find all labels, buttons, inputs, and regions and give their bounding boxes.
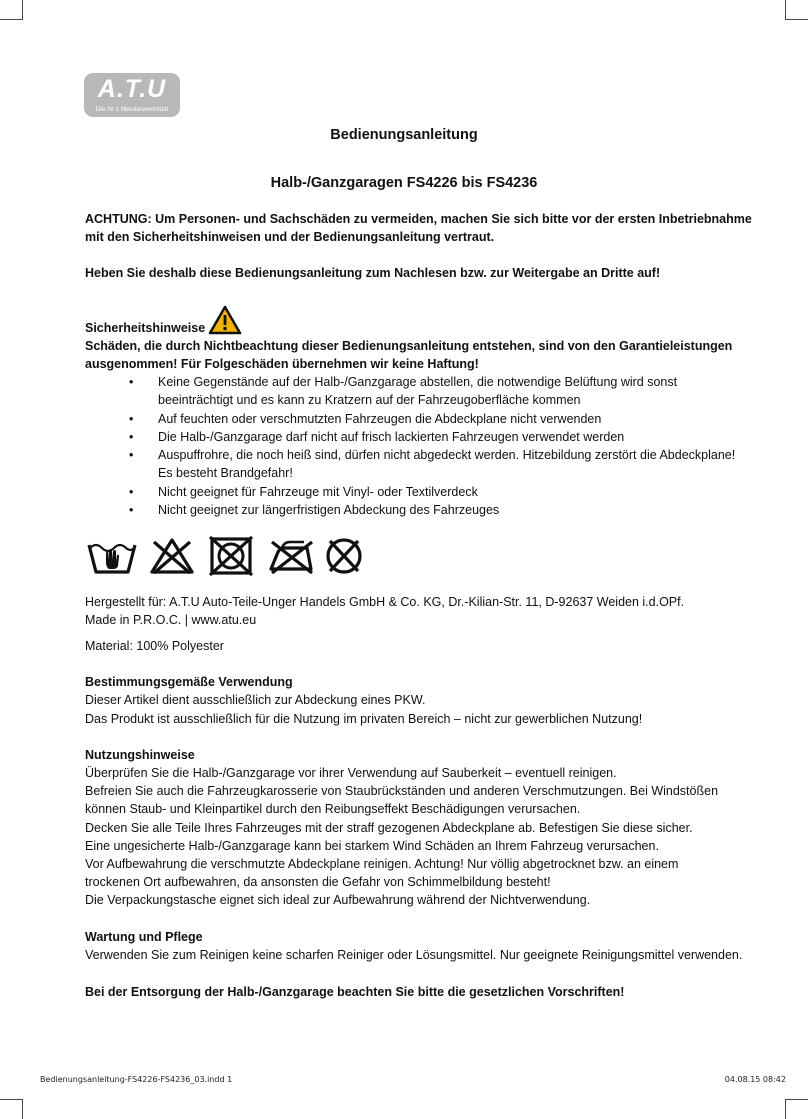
logo-tagline: Die Nr.1 Meisterwerkstatt xyxy=(95,106,169,113)
no-tumble-dry-icon xyxy=(208,536,254,576)
list-item: Nicht geeignet zur längerfristigen Abdeckung des Fahrzeuges xyxy=(158,503,500,517)
notes-line: Eine ungesicherte Halb-/Ganzgarage kann bei starkem Wind Schäden an Ihrem Fahrzeug verursachen. xyxy=(85,839,659,853)
list-item-continuation: beeinträchtigt und es kann zu Kratzern auf der Fahrzeugoberfläche kommen xyxy=(158,393,581,407)
notes-line: können Staub- und Kleinpartikel durch den Reibungseffekt Beschädigungen verursachen. xyxy=(85,802,581,816)
list-item-continuation: Es besteht Brandgefahr! xyxy=(158,466,293,480)
disposal-note: Bei der Entsorgung der Halb-/Ganzgarage beachten Sie bitte die gesetzlichen Vorschriften! xyxy=(85,985,625,999)
maintenance-line: Verwenden Sie zum Reinigen keine scharfen Reiniger oder Lösungsmittel. Nur geeignete Reinigungsmittel verwenden. xyxy=(85,948,743,962)
crop-mark xyxy=(22,0,23,20)
footer-date: 04.08.15 08:42 xyxy=(724,1075,786,1084)
material: Material: 100% Polyester xyxy=(85,639,224,653)
notes-line: Die Verpackungstasche eignet sich ideal zur Aufbewahrung während der Nichtverwendung. xyxy=(85,893,591,907)
crop-mark xyxy=(785,0,786,20)
list-item: Die Halb-/Ganzgarage darf nicht auf frisch lackierten Fahrzeugen verwendet werden xyxy=(158,430,625,444)
list-item: Auspuffrohre, die noch heiß sind, dürfen nicht abgedeckt werden. Hitzebildung zerstört die Abdeckplane! xyxy=(158,448,736,462)
usage-line: Dieser Artikel dient ausschließlich zur Abdeckung eines PKW. xyxy=(85,693,426,707)
crop-mark xyxy=(0,19,22,20)
page-title: Bedienungsanleitung xyxy=(330,127,478,143)
notes-line: Vor Aufbewahrung die verschmutzte Abdeckplane reinigen. Achtung! Nur völlig abgetrocknet bzw. an einem xyxy=(85,857,679,871)
manufacturer-line: Made in P.R.O.C. | www.atu.eu xyxy=(85,613,257,627)
hand-wash-icon xyxy=(86,536,138,576)
bullet-dot: • xyxy=(129,430,134,444)
safety-heading: Sicherheitshinweise xyxy=(85,321,206,335)
no-iron-icon xyxy=(266,536,316,576)
no-dry-clean-icon xyxy=(324,536,364,576)
warning-triangle-icon xyxy=(208,305,242,335)
list-item: Keine Gegenstände auf der Halb-/Ganzgarage abstellen, die notwendige Belüftung wird sonst xyxy=(158,375,678,389)
no-bleach-icon xyxy=(148,536,196,576)
safety-intro: Schäden, die durch Nichtbeachtung dieser Bedienungsanleitung entstehen, sind von den Garantieleistungen xyxy=(85,339,733,353)
keep-note: Heben Sie deshalb diese Bedienungsanleitung zum Nachlesen bzw. zur Weitergabe an Dritte auf! xyxy=(85,266,661,280)
safety-intro: ausgenommen! Für Folgeschäden übernehmen wir keine Haftung! xyxy=(85,357,479,371)
notes-line: trockenen Ort aufbewahren, da ansonsten die Gefahr von Schimmelbildung besteht! xyxy=(85,875,551,889)
bullet-dot: • xyxy=(129,448,134,462)
logo-mark: A.T.U xyxy=(97,75,167,103)
crop-mark xyxy=(786,1099,808,1100)
warning-line: mit den Sicherheitshinweisen und der Bedienungsanleitung vertraut. xyxy=(85,230,495,244)
page-subtitle: Halb-/Ganzgaragen FS4226 bis FS4236 xyxy=(270,175,538,191)
crop-mark xyxy=(0,1099,22,1100)
usage-line: Das Produkt ist ausschließlich für die Nutzung im privaten Bereich – nicht zur gewerblichen Nutzung! xyxy=(85,712,643,726)
list-item: Nicht geeignet für Fahrzeuge mit Vinyl- oder Textilverdeck xyxy=(158,485,478,499)
list-item: Auf feuchten oder verschmutzten Fahrzeugen die Abdeckplane nicht verwenden xyxy=(158,412,602,426)
notes-heading: Nutzungshinweise xyxy=(85,748,195,762)
usage-heading: Bestimmungsgemäße Verwendung xyxy=(85,675,293,689)
atu-logo xyxy=(84,73,180,117)
notes-line: Decken Sie alle Teile Ihres Fahrzeuges mit der straff gezogenen Abdeckplane ab. Befestigen Sie diese sicher. xyxy=(85,821,693,835)
bullet-dot: • xyxy=(129,412,134,426)
footer-file: Bedienungsanleitung-FS4226-FS4236_03.indd 1 xyxy=(40,1075,233,1084)
bullet-dot: • xyxy=(129,503,134,517)
warning-line: ACHTUNG: Um Personen- und Sachschäden zu vermeiden, machen Sie sich bitte vor der ersten Inbetriebnahme xyxy=(85,212,752,226)
crop-mark xyxy=(786,19,808,20)
notes-line: Überprüfen Sie die Halb-/Ganzgarage vor ihrer Verwendung auf Sauberkeit – eventuell reinigen. xyxy=(85,766,617,780)
notes-line: Befreien Sie auch die Fahrzeugkarosserie von Staubrückständen und anderen Verschmutzungen. Bei Windstößen xyxy=(85,784,719,798)
crop-mark xyxy=(785,1099,786,1119)
bullet-dot: • xyxy=(129,375,134,389)
crop-mark xyxy=(22,1099,23,1119)
maintenance-heading: Wartung und Pflege xyxy=(85,930,203,944)
bullet-dot: • xyxy=(129,485,134,499)
manufacturer-line: Hergestellt für: A.T.U Auto-Teile-Unger Handels GmbH & Co. KG, Dr.-Kilian-Str. 11, D-92637 Weiden i.d.OPf. xyxy=(85,595,685,609)
